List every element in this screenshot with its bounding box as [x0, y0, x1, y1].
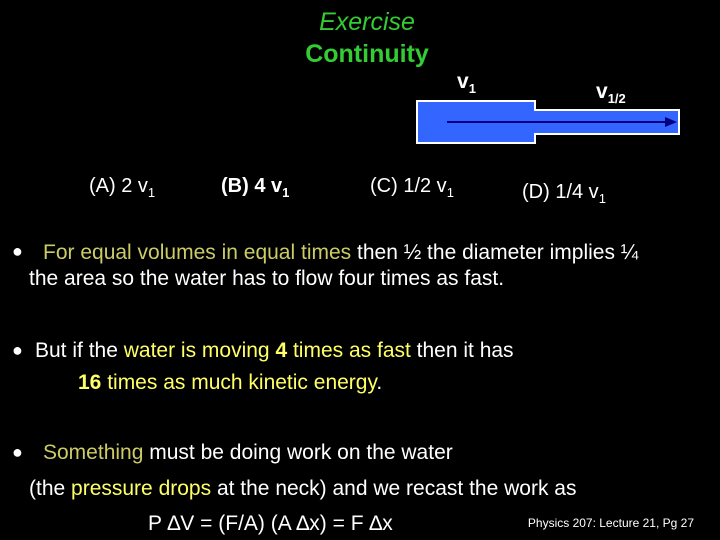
choice-c: (C) 1/2 $v_1$ — [370, 175, 454, 200]
pipe-diagram — [415, 98, 685, 148]
bullet-3-line-1: Something must be doing work on the water — [43, 441, 453, 464]
bullet-marker: ● — [12, 241, 23, 261]
bullet-3-line-2: (the pressure drops at the neck) and we recast the work as — [29, 477, 577, 500]
bullet-1-line-2: the area so the water has to flow four times as fast. — [29, 267, 505, 290]
choice-a: (A) 2 $v_1$ — [89, 175, 156, 200]
choice-d: (D) 1/4 $v_1$ — [522, 181, 606, 206]
bullet-1-line-1: For equal volumes in equal times then ½ the diameter implies ¼ — [43, 241, 639, 264]
work-equation: P ∆V = (F/A) (A ∆x) = F ∆x — [148, 512, 393, 535]
slide-subtitle: Continuity — [305, 40, 429, 68]
bullet-marker: ● — [12, 442, 23, 462]
choice-b: (B) 4 $v_1$ — [221, 175, 290, 200]
v-half-label: $v_{1/2}$ — [596, 80, 626, 107]
slide-footer: Physics 207: Lecture 21, Pg 27 — [527, 516, 694, 530]
v1-label: $v_1$ — [457, 70, 476, 97]
bullet-marker: ● — [12, 340, 23, 360]
slide-title: Exercise — [319, 8, 415, 36]
bullet-2-line-2: 16 times as much kinetic energy. — [78, 371, 383, 394]
bullet-2-line-1: But if the water is moving 4 times as fast then it has — [35, 339, 514, 362]
